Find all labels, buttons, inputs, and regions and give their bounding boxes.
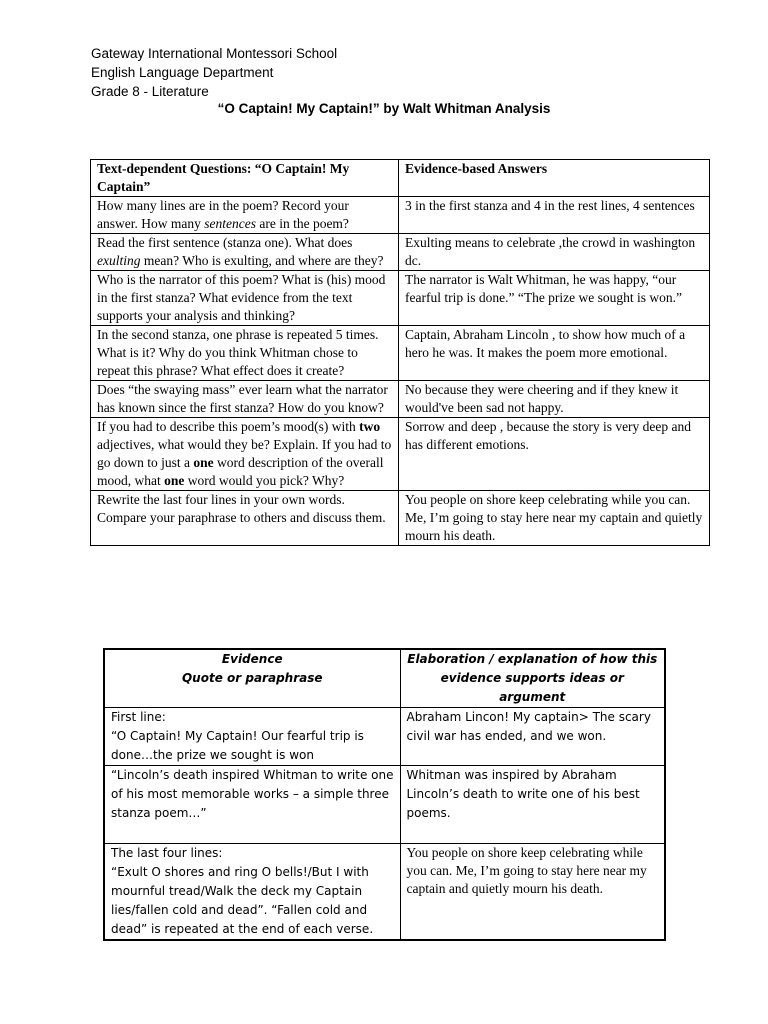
answer-cell: The narrator is Walt Whitman, he was happy, “our fearful trip is done.” “The prize we sought is won.” bbox=[399, 271, 710, 326]
evidence-cell: First line: “O Captain! My Captain! Our fearful trip is done…the prize we sought is won bbox=[104, 708, 400, 766]
emphasis: two bbox=[359, 419, 381, 434]
question-cell: Does “the swaying mass” ever learn what the narrator has known since the first stanza? How do you know? bbox=[91, 381, 399, 418]
table-row bbox=[91, 234, 710, 271]
answer-cell: Sorrow and deep , because the story is very deep and has different emotions. bbox=[399, 418, 710, 491]
explanation-cell: You people on shore keep celebrating while you can. Me, I’m going to stay here near my captain and quietly mourn his death. bbox=[400, 844, 665, 941]
question-cell: Who is the narrator of this poem? What is (his) mood in the first stanza? What evidence from the text supports your analysis and thinking? bbox=[91, 271, 399, 326]
school-name: Gateway International Montessori School bbox=[91, 46, 338, 61]
emphasis: one bbox=[193, 455, 214, 470]
document-header bbox=[91, 44, 337, 101]
question-cell: How many lines are in the poem? Record your answer. How many sentences are in the poem? bbox=[91, 197, 399, 234]
evidence-header-line: Evidence bbox=[221, 652, 283, 666]
answer-cell: 3 in the first stanza and 4 in the rest lines, 4 sentences bbox=[399, 197, 710, 234]
document-title bbox=[0, 101, 768, 116]
evidence-table bbox=[103, 648, 666, 941]
questions-table-header bbox=[91, 160, 710, 197]
table-row bbox=[104, 766, 665, 844]
table-row bbox=[104, 708, 665, 766]
question-cell: If you had to describe this poem’s mood(s) with two adjectives, what would they be? Explain. If you had to go down to just a one word description of the overall mood, what one word would you pick? Why? bbox=[91, 418, 399, 491]
questions-column-header: Text-dependent Questions: “O Captain! My Captain” bbox=[91, 160, 399, 197]
table-row bbox=[91, 491, 710, 546]
explanation-cell: Whitman was inspired by Abraham Lincoln’s death to write one of his best poems. bbox=[400, 766, 665, 844]
evidence-column-header bbox=[104, 649, 400, 708]
emphasis: sentences bbox=[204, 216, 256, 231]
document-title-text: “O Captain! My Captain!” by Walt Whitman Analysis bbox=[217, 101, 551, 116]
elaboration-column-header: Elaboration / explanation of how this evidence supports ideas or argument bbox=[400, 649, 665, 708]
department-name: English Language Department bbox=[91, 65, 274, 80]
grade-label: Grade 8 - Literature bbox=[91, 84, 209, 99]
answer-cell: No because they were cheering and if they knew it would've been sad not happy. bbox=[399, 381, 710, 418]
answer-cell: Exulting means to celebrate ,the crowd in washington dc. bbox=[399, 234, 710, 271]
evidence-header-subline: Quote or paraphrase bbox=[181, 671, 323, 685]
table-row bbox=[91, 271, 710, 326]
answer-cell: Captain, Abraham Lincoln , to show how much of a hero he was. It makes the poem more emotional. bbox=[399, 326, 710, 381]
evidence-cell: “Lincoln’s death inspired Whitman to write one of his most memorable works – a simple three stanza poem…” bbox=[104, 766, 400, 844]
table-row bbox=[91, 197, 710, 234]
table-row bbox=[91, 326, 710, 381]
answers-column-header: Evidence-based Answers bbox=[399, 160, 710, 197]
evidence-cell: The last four lines: “Exult O shores and ring O bells!/But I with mournful tread/Walk the deck my Captain lies/fallen cold and dead”. “Fallen cold and dead” is repeated at the end of each verse. bbox=[104, 844, 400, 941]
question-cell: Read the first sentence (stanza one). What does exulting mean? Who is exulting, and where are they? bbox=[91, 234, 399, 271]
table-row bbox=[91, 418, 710, 491]
question-cell: In the second stanza, one phrase is repeated 5 times. What is it? Why do you think Whitman chose to repeat this phrase? What effect does it create? bbox=[91, 326, 399, 381]
evidence-table-header bbox=[104, 649, 665, 708]
question-cell: Rewrite the last four lines in your own words. Compare your paraphrase to others and discuss them. bbox=[91, 491, 399, 546]
emphasis: one bbox=[164, 473, 185, 488]
emphasis: exulting bbox=[97, 253, 141, 268]
table-row bbox=[104, 844, 665, 941]
answer-cell: You people on shore keep celebrating while you can. Me, I’m going to stay here near my captain and quietly mourn his death. bbox=[399, 491, 710, 546]
questions-table bbox=[90, 159, 710, 546]
table-row bbox=[91, 381, 710, 418]
explanation-cell: Abraham Lincon! My captain> The scary civil war has ended, and we won. bbox=[400, 708, 665, 766]
